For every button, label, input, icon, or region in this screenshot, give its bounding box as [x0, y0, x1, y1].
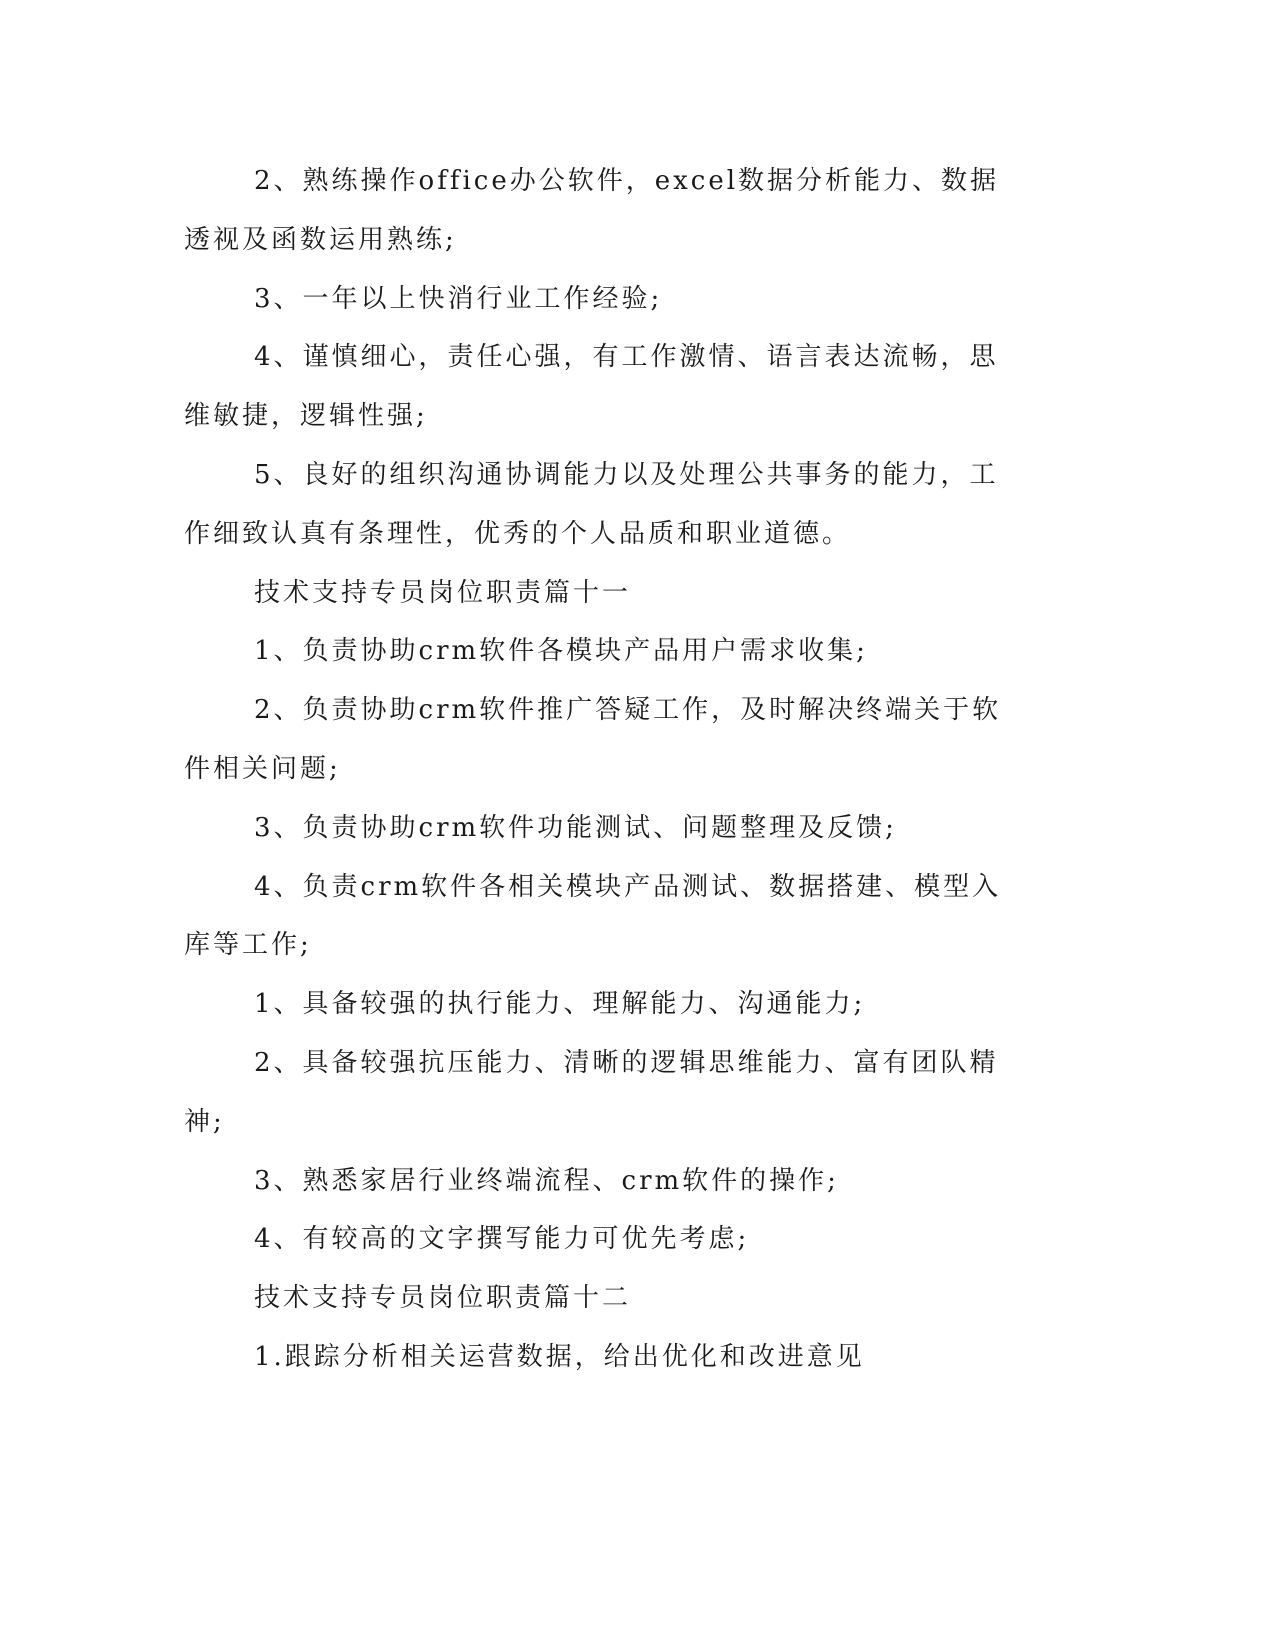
paragraph-requirement-3-experience: 3、一年以上快消行业工作经验;	[254, 283, 663, 314]
paragraph-requirement-1: 1、具备较强的执行能力、理解能力、沟通能力;	[254, 989, 866, 1020]
paragraph-duty-2: 2、负责协助crm软件推广答疑工作，及时解决终端关于软件相关问题;	[184, 695, 1002, 784]
section-heading-11: 技术支持专员岗位职责篇十一	[254, 577, 632, 608]
paragraph-requirement-3: 3、熟悉家居行业终端流程、crm软件的操作;	[254, 1165, 839, 1196]
document-body	[184, 152, 1020, 1387]
paragraph-duty-1-analysis: 1.跟踪分析相关运营数据，给出优化和改进意见	[254, 1341, 865, 1372]
paragraph-requirement-4-attitude: 4、谨慎细心，责任心强，有工作激情、语言表达流畅，思维敏捷，逻辑性强;	[184, 342, 999, 432]
paragraph-duty-4: 4、负责crm软件各相关模块产品测试、数据搭建、模型入库等工作;	[184, 871, 1002, 961]
paragraph-duty-1: 1、负责协助crm软件各模块产品用户需求收集;	[254, 636, 868, 667]
paragraph-duty-3: 3、负责协助crm软件功能测试、问题整理及反馈;	[254, 812, 897, 843]
section-heading-12: 技术支持专员岗位职责篇十二	[254, 1283, 632, 1314]
paragraph-requirement-2-office: 2、熟练操作office办公软件，excel数据分析能力、数据透视及函数运用熟练;	[184, 166, 1000, 255]
paragraph-requirement-2: 2、具备较强抗压能力、清晰的逻辑思维能力、富有团队精神;	[184, 1047, 999, 1137]
paragraph-requirement-4: 4、有较高的文字撰写能力可优先考虑;	[254, 1224, 750, 1255]
paragraph-requirement-5-communication: 5、良好的组织沟通协调能力以及处理公共事务的能力，工作细致认真有条理性，优秀的个人品质和职业道德。	[184, 459, 999, 549]
